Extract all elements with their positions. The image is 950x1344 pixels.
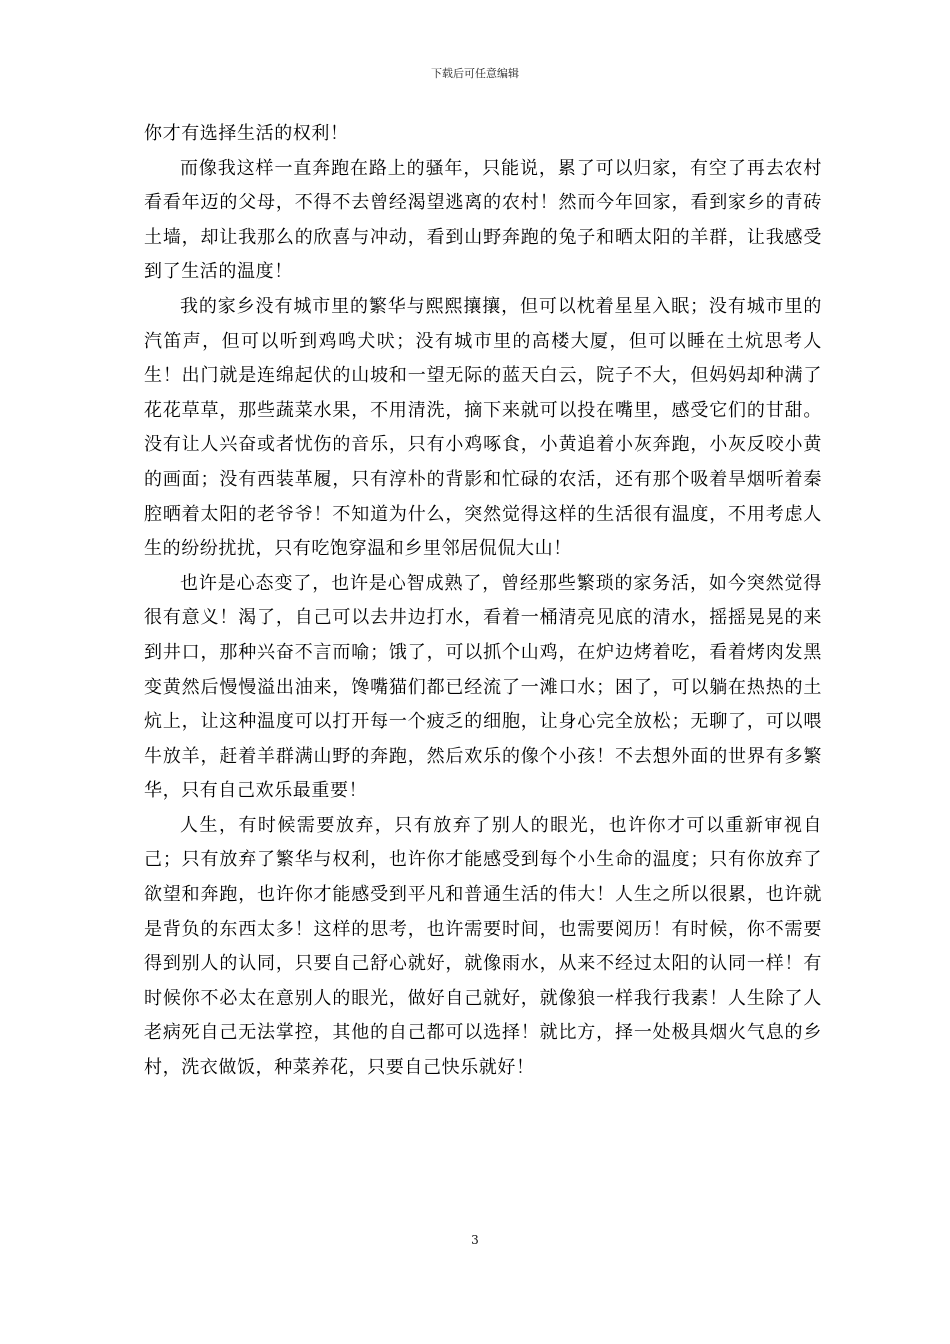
paragraph-1: 你才有选择生活的权利！ <box>144 123 349 144</box>
paragraph-5: 人生，有时候需要放弃，只有放弃了别人的眼光，也许你才可以重新审视自己；只有放弃了繁华与权利，也许你才能感受到每个小生命的温度；只有你放弃了欲望和奔跑，也许你才能感受到平凡和普通生活的伟大！人生之所以很累，也许就是背负的东西太多！这样的思考，也许需要时间，也需要阅历！有时候，你不需要得到别人的认同，只要自己舒心就好，就像雨水，从来不经过太阳的认同一样！有时候你不必太在意别人的眼光，做好自己就好，就像狼一样我行我素！人生除了人老病死自己无法掌控，其他的自己都可以选择！就比方，择一处极具烟火气息的乡村，洗衣做饭，种菜养花，只要自己快乐就好！ <box>144 814 822 1079</box>
paragraph-3: 我的家乡没有城市里的繁华与熙熙攘攘，但可以枕着星星入眠；没有城市里的汽笛声，但可以听到鸡鸣犬吠；没有城市里的高楼大厦，但可以睡在土炕思考人生！出门就是连绵起伏的山坡和一望无际的蓝天白云，院子不大，但妈妈却种满了花花草草，那些蔬菜水果，不用清洗，摘下来就可以投在嘴里，感受它们的甘甜。没有让人兴奋或者忧伤的音乐，只有小鸡啄食，小黄追着小灰奔跑，小灰反咬小黄的画面；没有西装革履，只有淳朴的背影和忙碌的农活，还有那个吸着旱烟听着秦腔晒着太阳的老爷爷！不知道为什么，突然觉得这样的生活很有温度，不用考虑人生的纷纷扰扰，只有吃饱穿温和乡里邻居侃侃大山！ <box>144 295 822 560</box>
page-header: 下载后可任意编辑 <box>431 67 519 80</box>
document-body <box>144 117 822 1086</box>
page-number: 3 <box>471 1233 479 1247</box>
paragraph-2: 而像我这样一直奔跑在路上的骚年，只能说，累了可以归家，有空了再去农村看看年迈的父母，不得不去曾经渴望逃离的农村！然而今年回家，看到家乡的青砖土墙，却让我那么的欣喜与冲动，看到山野奔跑的兔子和晒太阳的羊群，让我感受到了生活的温度！ <box>144 157 822 283</box>
paragraph-4: 也许是心态变了，也许是心智成熟了，曾经那些繁琐的家务活，如今突然觉得很有意义！渴了，自己可以去井边打水，看着一桶清亮见底的清水，摇摇晃晃的来到井口，那种兴奋不言而喻；饿了，可以抓个山鸡，在炉边烤着吃，看着烤肉发黑变黄然后慢慢溢出油来，馋嘴猫们都已经流了一滩口水；困了，可以躺在热热的土炕上，让这种温度可以打开每一个疲乏的细胞，让身心完全放松；无聊了，可以喂牛放羊，赶着羊群满山野的奔跑，然后欢乐的像个小孩！不去想外面的世界有多繁华，只有自己欢乐最重要！ <box>144 572 822 802</box>
